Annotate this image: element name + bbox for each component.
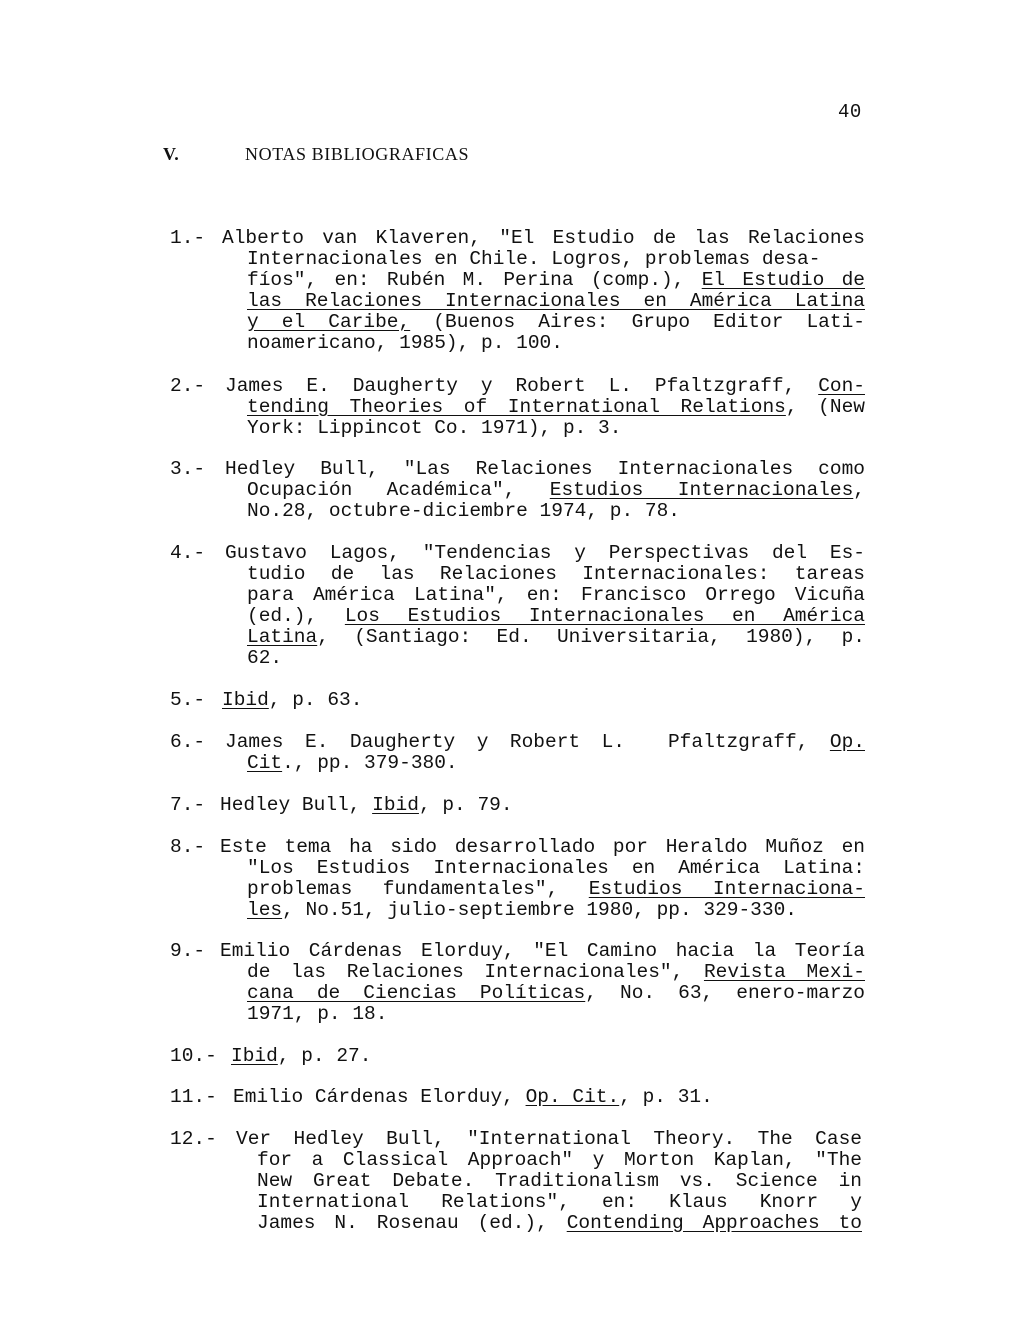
footnote-text: James N. Rosenau (ed.),: [257, 1211, 567, 1234]
footnote-line: [170, 732, 865, 753]
footnote-3: [170, 459, 865, 522]
footnote-line: [170, 312, 865, 333]
footnote-line: [170, 941, 865, 962]
footnote-text: Hedley Bull,: [220, 794, 373, 816]
cited-title: Estudios Internaciona-: [588, 877, 865, 900]
footnote-text: , No.51, julio-septiembre 1980, pp. 329-330.: [282, 898, 797, 921]
footnote-text: ,: [853, 478, 865, 501]
footnote-number: 9.-: [170, 940, 206, 962]
footnote-text: Internacionales en Chile. Logros, problemas desa-: [247, 247, 821, 270]
footnote-number: 5.-: [170, 689, 206, 711]
footnote-line: [170, 858, 865, 879]
footnote-text: (ed.),: [247, 604, 345, 627]
cited-title: Op. Cit.: [525, 1086, 620, 1108]
footnote-number: 12.-: [170, 1128, 217, 1150]
footnote-text: , No. 63, enero-marzo: [585, 981, 865, 1004]
footnote-text: noamericano, 1985), p. 100.: [247, 331, 563, 354]
footnote-line: [170, 1087, 865, 1108]
section-number: V.: [163, 144, 180, 164]
footnote-text: , (New: [785, 395, 865, 418]
footnote-number: 4.-: [170, 542, 206, 564]
footnote-text: Este tema ha sido desarrollado por Heraldo Muñoz en: [220, 836, 865, 858]
footnote-number: 8.-: [170, 836, 206, 858]
footnote-line: [170, 501, 865, 522]
section-heading: [163, 144, 469, 165]
cited-title: tending Theories of International Relations: [247, 395, 786, 418]
cited-title: Estudios Internacionales: [549, 478, 854, 501]
footnote-text: Ver Hedley Bull, "International Theory. The Case: [236, 1128, 862, 1150]
footnote-text: for a Classical Approach" y Morton Kaplan, "The: [257, 1148, 862, 1171]
footnote-text: fíos", en: Rubén M. Perina (comp.),: [247, 268, 702, 291]
footnote-line: [170, 648, 865, 669]
cited-title: Cit: [247, 751, 283, 774]
footnote-line: [170, 962, 865, 983]
footnote-7: [170, 795, 865, 816]
footnote-text: "Los Estudios Internacionales en América Latina:: [247, 856, 865, 879]
footnote-line: [170, 837, 865, 858]
cited-title: Ibid: [222, 689, 269, 711]
cited-title: Op.: [829, 731, 865, 753]
footnote-text: Gustavo Lagos, "Tendencias y Perspectivas del Es-: [225, 542, 865, 564]
footnote-number: 7.-: [170, 794, 206, 816]
footnote-line: [170, 585, 865, 606]
footnote-text: Alberto van Klaveren, "El Estudio de las Relaciones: [222, 227, 865, 249]
footnote-2: [170, 376, 865, 439]
footnote-text: International Relations", en: Klaus Knorr y: [257, 1190, 862, 1213]
cited-title: y el Caribe,: [247, 310, 411, 333]
footnote-line: [170, 564, 865, 585]
cited-title: las Relaciones Internacionales en América Latina: [247, 289, 865, 312]
cited-title: Ibid: [231, 1045, 278, 1067]
footnote-text: James E. Daugherty y Robert L. Pfaltzgraff,: [225, 731, 830, 753]
footnote-line: [170, 270, 865, 291]
footnote-6: [170, 732, 865, 774]
footnote-4: [170, 543, 865, 668]
cited-title: Contending Approaches to: [566, 1211, 862, 1234]
footnote-text: ., pp. 379-380.: [282, 751, 458, 774]
page-number: 40: [838, 101, 862, 123]
footnote-text: New Great Debate. Traditionalism vs. Science in: [257, 1169, 862, 1192]
footnote-line: [170, 900, 865, 921]
footnote-line: [170, 795, 865, 816]
footnote-text: York: Lippincot Co. 1971), p. 3.: [247, 416, 622, 439]
footnote-text: , p. 27.: [277, 1045, 372, 1067]
footnote-number: 1.-: [170, 227, 206, 249]
footnote-line: [170, 1171, 862, 1192]
cited-title: Con-: [818, 375, 865, 397]
footnote-number: 3.-: [170, 458, 206, 480]
cited-title: les: [247, 898, 283, 921]
cited-title: Latina: [247, 625, 318, 648]
footnote-line: [170, 543, 865, 564]
footnote-line: [170, 1004, 865, 1025]
footnote-line: [170, 376, 865, 397]
footnote-11: [170, 1087, 865, 1108]
footnote-text: , p. 31.: [619, 1086, 713, 1108]
footnote-line: [170, 1192, 862, 1213]
footnote-line: [170, 459, 865, 480]
footnote-number: 2.-: [170, 375, 206, 397]
footnote-text: 1971, p. 18.: [247, 1002, 388, 1025]
footnote-line: [170, 1150, 862, 1171]
footnote-line: [170, 480, 865, 501]
section-title: NOTAS BIBLIOGRAFICAS: [245, 144, 470, 164]
footnote-text: 62.: [247, 646, 283, 669]
cited-title: Ibid: [372, 794, 419, 816]
footnote-line: [170, 753, 865, 774]
footnote-line: [170, 879, 865, 900]
footnote-text: , p. 63.: [268, 689, 363, 711]
footnote-line: [170, 249, 865, 270]
footnote-line: [170, 333, 865, 354]
footnote-text: , p. 79.: [418, 794, 513, 816]
footnote-text: (Buenos Aires: Grupo Editor Lati-: [410, 310, 865, 333]
cited-title: El Estudio de: [701, 268, 865, 291]
footnote-text: Ocupación Académica",: [247, 478, 550, 501]
footnote-line: [170, 291, 865, 312]
footnote-number: 11.-: [170, 1086, 217, 1108]
footnote-8: [170, 837, 865, 921]
cited-title: Los Estudios Internacionales en América: [344, 604, 865, 627]
footnote-9: [170, 941, 865, 1025]
footnote-line: [170, 1046, 865, 1067]
footnote-12: [170, 1129, 862, 1234]
footnote-text: Emilio Cárdenas Elorduy,: [233, 1086, 526, 1108]
footnote-number: 10.-: [170, 1045, 217, 1067]
cited-title: cana de Ciencias Políticas: [247, 981, 586, 1004]
footnote-text: problemas fundamentales",: [247, 877, 589, 900]
footnote-line: [170, 397, 865, 418]
footnote-1: [170, 228, 865, 353]
footnote-text: James E. Daugherty y Robert L. Pfaltzgraff,: [225, 375, 819, 397]
footnote-line: [170, 983, 865, 1004]
footnote-line: [170, 1213, 862, 1234]
footnote-10: [170, 1046, 865, 1067]
footnote-line: [170, 627, 865, 648]
footnote-line: [170, 1129, 862, 1150]
footnote-text: para América Latina", en: Francisco Orrego Vicuña: [247, 583, 865, 606]
footnote-text: Emilio Cárdenas Elorduy, "El Camino hacia la Teoría: [220, 940, 865, 962]
footnote-number: 6.-: [170, 731, 206, 753]
footnote-line: [170, 690, 865, 711]
footnote-5: [170, 690, 865, 711]
footnote-line: [170, 606, 865, 627]
footnote-text: tudio de las Relaciones Internacionales: tareas: [247, 562, 865, 585]
footnote-text: Hedley Bull, "Las Relaciones Internacionales como: [225, 458, 865, 480]
footnote-text: de las Relaciones Internacionales",: [247, 960, 704, 983]
footnote-line: [170, 418, 865, 439]
footnote-text: , (Santiago: Ed. Universitaria, 1980), p.: [317, 625, 865, 648]
footnote-text: No.28, octubre-diciembre 1974, p. 78.: [247, 499, 680, 522]
footnote-line: [170, 228, 865, 249]
cited-title: Revista Mexi-: [703, 960, 865, 983]
